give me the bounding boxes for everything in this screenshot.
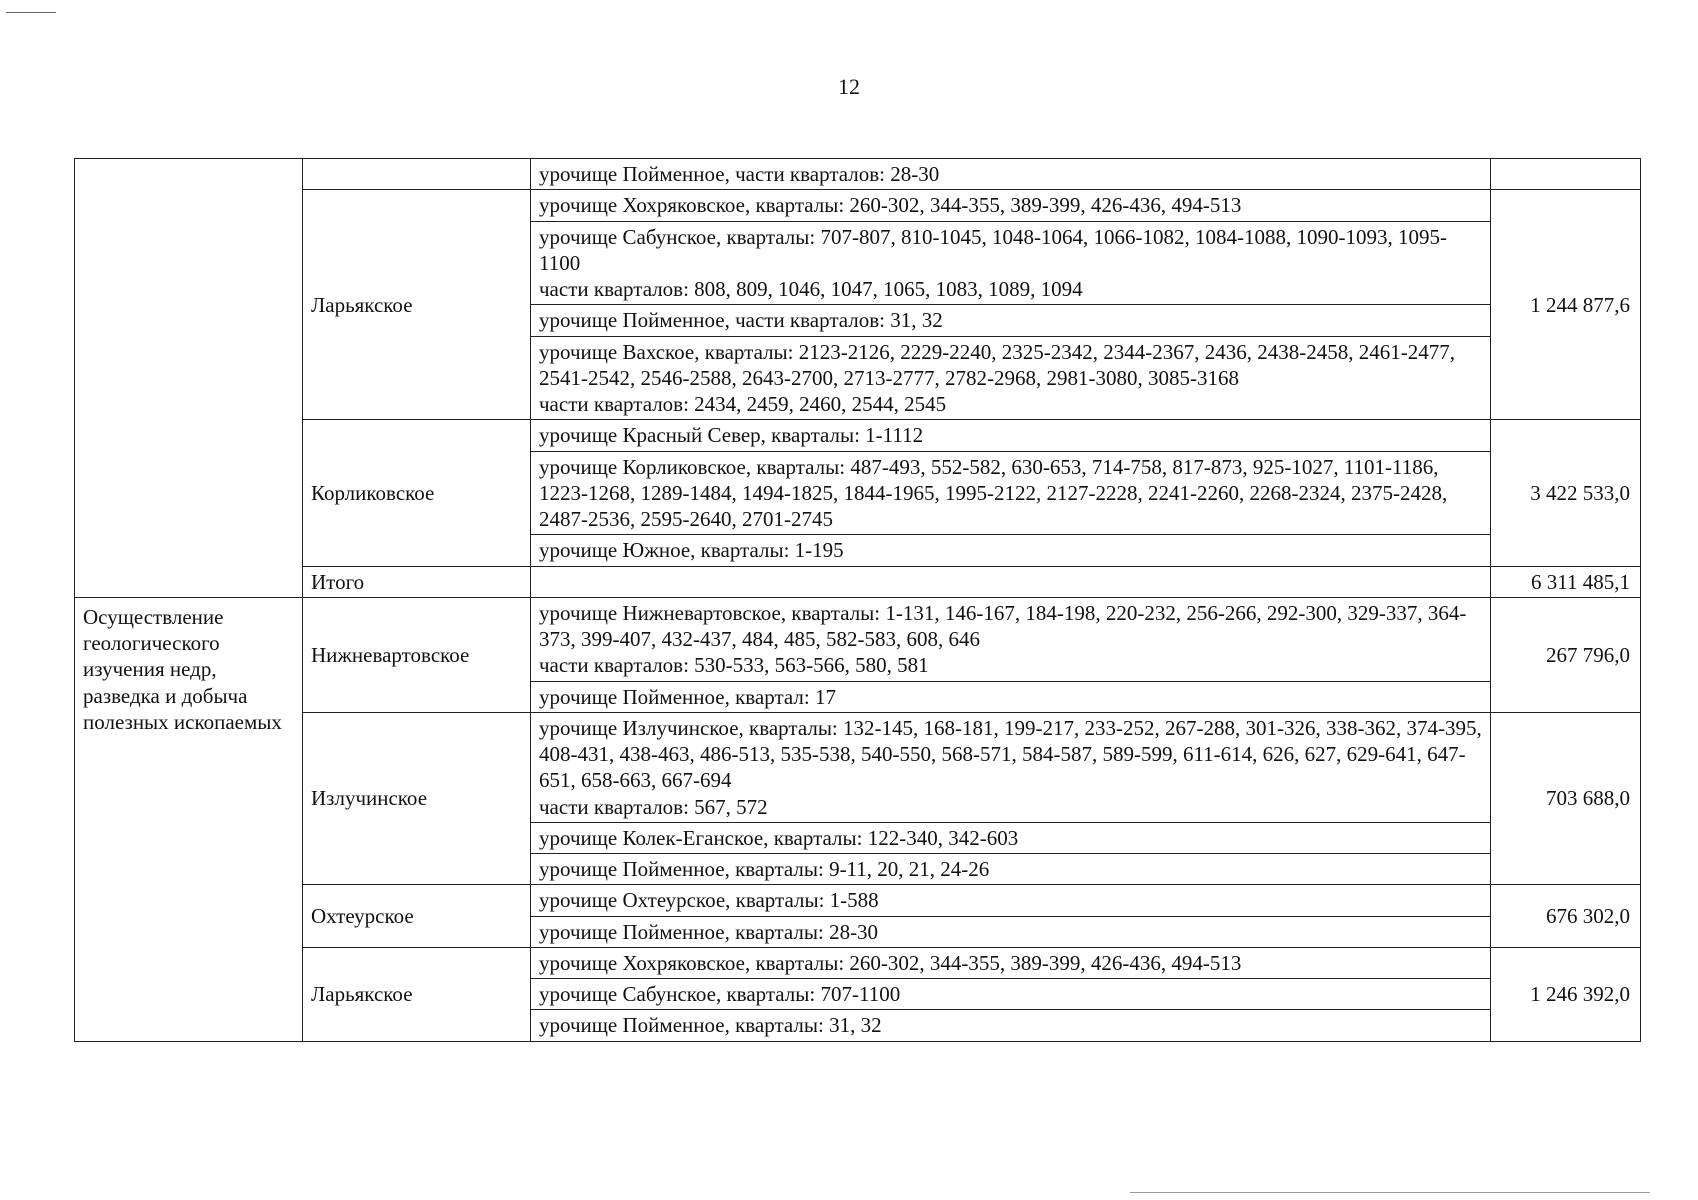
scan-mark-top — [6, 12, 56, 13]
location-text: урочище Пойменное, кварталы: 9-11, 20, 21, 24-26 — [539, 857, 990, 881]
location-cell — [531, 916, 1491, 947]
location-text: урочище Излучинское, кварталы: 132-145, 168-181, 199-217, 233-252, 267-288, 301-326, 338-362, 374-395, 408-431, 438-463, 486-513, 535-538, 540-550, 568-571, 584-587, 589-599, 611-614, 626, 627, 629-641, 647-651, 658-663, 667-694 — [539, 715, 1482, 793]
location-text: урочище Пойменное, кварталы: 28-30 — [539, 919, 879, 944]
location-cell — [531, 535, 1491, 566]
location-cell — [531, 681, 1491, 712]
table-row — [75, 712, 1641, 822]
location-text: урочище Сабунское, кварталы: 707-1100 — [539, 982, 901, 1006]
group-cell — [303, 159, 531, 190]
location-text: урочище Хохряковское, кварталы: 260-302, 344-355, 389-399, 426-436, 494-513 — [539, 950, 1242, 975]
area-value: 703 688,0 — [1491, 712, 1641, 885]
location-cell — [531, 712, 1491, 822]
activity-cell: Осуществление геологического изучения недр, разведка и добыча полезных ископаемых — [75, 597, 303, 1041]
total-row — [75, 566, 1641, 597]
location-cell — [531, 822, 1491, 853]
group-name: Ларьякское — [303, 190, 531, 420]
location-cell — [531, 305, 1491, 336]
table-row — [75, 190, 1641, 221]
area-value: 267 796,0 — [1491, 597, 1641, 712]
table-row — [75, 885, 1641, 916]
location-text: урочище Южное, кварталы: 1-195 — [539, 538, 844, 563]
group-name: Охтеурское — [303, 885, 531, 948]
location-text: урочище Пойменное, части кварталов: 31, 32 — [539, 308, 943, 333]
location-cell — [531, 420, 1491, 451]
location-text: урочище Красный Север, кварталы: 1-1112 — [539, 423, 924, 448]
scan-mark-bottom — [1130, 1192, 1650, 1193]
table-row — [75, 159, 1641, 190]
location-text: урочище Вахское, кварталы: 2123-2126, 2229-2240, 2325-2342, 2344-2367, 2436, 2438-2458, 2461-2477, 2541-2542, 2546-2588, 2643-2700, 2713-2777, 2782-2968, 2981-3080, 3085-3168 — [539, 339, 1455, 390]
location-cell — [531, 336, 1491, 420]
location-cell — [531, 451, 1491, 535]
group-name: Ларьякское — [303, 947, 531, 1041]
activity-cell — [75, 159, 303, 598]
page-number: 12 — [838, 74, 860, 99]
location-text: урочище Пойменное, квартал: 17 — [539, 684, 836, 709]
location-cell — [531, 947, 1491, 978]
location-cell — [531, 885, 1491, 916]
location-text: части кварталов: 808, 809, 1046, 1047, 1065, 1083, 1089, 1094 — [539, 277, 1083, 301]
location-cell — [531, 566, 1491, 597]
location-cell — [531, 190, 1491, 221]
area-value: 1 246 392,0 — [1491, 947, 1641, 1041]
area-cell — [1491, 159, 1641, 190]
area-value: 1 244 877,6 — [1491, 190, 1641, 420]
total-label: Итого — [303, 566, 531, 597]
location-text: урочище Колек-Еганское, кварталы: 122-340, 342-603 — [539, 825, 1019, 850]
area-value: 3 422 533,0 — [1491, 420, 1641, 566]
document-table — [74, 158, 1641, 1042]
table-row — [75, 947, 1641, 978]
location-cell — [531, 597, 1491, 681]
total-value: 6 311 485,1 — [1491, 566, 1641, 597]
location-cell — [531, 979, 1491, 1010]
group-name: Нижневартовское — [303, 597, 531, 712]
group-name: Корликовское — [303, 420, 531, 566]
group-name: Излучинское — [303, 712, 531, 885]
location-text: урочище Охтеурское, кварталы: 1-588 — [539, 888, 879, 913]
location-text: урочище Пойменное, кварталы: 31, 32 — [539, 1013, 882, 1038]
table-row — [75, 420, 1641, 451]
location-text: урочище Корликовское, кварталы: 487-493, 552-582, 630-653, 714-758, 817-873, 925-1027, 1101-1186, 1223-1268, 1289-1484, 1494-1825, 1844-1965, 1995-2122, 2127-2228, 2241-2260, 2268-2324, 2375-2428, 2487-2536, 2595-2640, 2701-2745 — [539, 454, 1448, 531]
location-text: урочище Хохряковское, кварталы: 260-302, 344-355, 389-399, 426-436, 494-513 — [539, 193, 1242, 218]
location-text: части кварталов: 567, 572 — [539, 794, 768, 819]
location-cell — [531, 221, 1491, 305]
location-text: урочище Пойменное, части кварталов: 28-30 — [539, 162, 940, 186]
location-text: урочище Нижневартовское, кварталы: 1-131, 146-167, 184-198, 220-232, 256-266, 292-300, 329-337, 364-373, 399-407, 432-437, 484, 485, 582-583, 608, 646 — [539, 600, 1467, 651]
location-cell — [531, 159, 1491, 190]
location-cell — [531, 1010, 1491, 1041]
area-value: 676 302,0 — [1491, 885, 1641, 948]
location-text: части кварталов: 2434, 2459, 2460, 2544, 2545 — [539, 392, 947, 416]
location-text: урочище Сабунское, кварталы: 707-807, 810-1045, 1048-1064, 1066-1082, 1084-1088, 1090-1093, 1095-1100 — [539, 224, 1447, 275]
location-cell — [531, 854, 1491, 885]
location-text: части кварталов: 530-533, 563-566, 580, 581 — [539, 653, 929, 678]
table-row — [75, 597, 1641, 681]
